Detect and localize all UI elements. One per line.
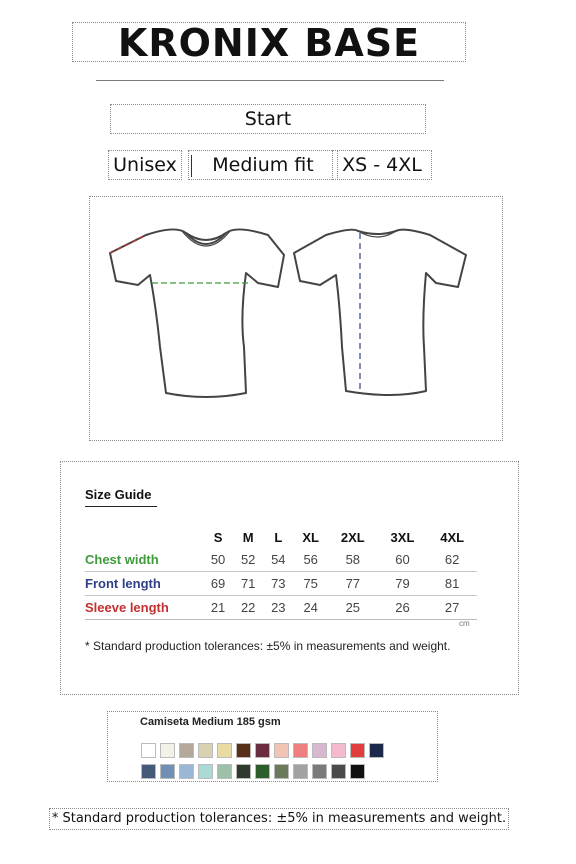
- tshirt-diagram: [90, 197, 504, 442]
- swatch-row-2: [141, 764, 365, 779]
- table-cell: 79: [378, 572, 428, 596]
- table-cell: 73: [263, 572, 293, 596]
- row-label-front: Front length: [85, 572, 203, 596]
- size-header-4xl: 4XL: [440, 529, 465, 545]
- color-swatch[interactable]: [312, 764, 327, 779]
- color-swatch[interactable]: [198, 764, 213, 779]
- table-cell: 21: [203, 596, 233, 620]
- color-swatch[interactable]: [312, 743, 327, 758]
- color-swatch[interactable]: [179, 764, 194, 779]
- color-panel-title: Camiseta Medium 185 gsm: [140, 716, 281, 728]
- color-swatch[interactable]: [236, 764, 251, 779]
- table-cell: 58: [328, 548, 378, 572]
- color-swatch[interactable]: [179, 743, 194, 758]
- color-swatch[interactable]: [274, 764, 289, 779]
- size-header-l: L: [274, 529, 283, 545]
- table-cell: 27: [427, 596, 477, 620]
- color-swatch[interactable]: [255, 764, 270, 779]
- size-header-2xl: 2XL: [340, 529, 365, 545]
- tag-separator: [191, 155, 192, 177]
- color-swatch[interactable]: [198, 743, 213, 758]
- table-cell: 50: [203, 548, 233, 572]
- size-range-tag: XS - 4XL: [332, 150, 432, 180]
- divider: [96, 80, 444, 81]
- table-row: [85, 548, 477, 572]
- fit-tag: Medium fit: [188, 150, 338, 180]
- table-cell: 23: [263, 596, 293, 620]
- color-swatch[interactable]: [331, 743, 346, 758]
- color-swatch[interactable]: [141, 743, 156, 758]
- tshirt-illustration: [89, 196, 503, 441]
- table-cell: 71: [233, 572, 263, 596]
- table-cell: 69: [203, 572, 233, 596]
- color-swatch[interactable]: [160, 743, 175, 758]
- row-label-chest: Chest width: [85, 548, 203, 572]
- size-header-3xl: 3XL: [390, 529, 415, 545]
- table-cell: 54: [263, 548, 293, 572]
- table-cell: 77: [328, 572, 378, 596]
- gender-tag: Unisex: [108, 150, 182, 180]
- size-header-blank: [85, 526, 203, 548]
- table-cell: 56: [293, 548, 328, 572]
- table-cell: 24: [293, 596, 328, 620]
- color-swatch[interactable]: [236, 743, 251, 758]
- unit-label: cm: [459, 619, 470, 628]
- table-row: [85, 596, 477, 620]
- brand-logo: KRONIX BASE: [72, 22, 466, 62]
- color-swatch[interactable]: [274, 743, 289, 758]
- size-header-row: [85, 526, 477, 548]
- color-swatch[interactable]: [331, 764, 346, 779]
- row-label-sleeve: Sleeve length: [85, 596, 203, 620]
- size-guide-title: Size Guide: [85, 487, 157, 507]
- table-cell: 26: [378, 596, 428, 620]
- footer-tolerance-note: * Standard production tolerances: ±5% in measurements and weight.: [49, 808, 509, 830]
- table-row: [85, 572, 477, 596]
- table-cell: 25: [328, 596, 378, 620]
- color-panel: [107, 711, 438, 782]
- table-cell: 60: [378, 548, 428, 572]
- swatch-row-1: [141, 743, 384, 758]
- color-swatch[interactable]: [369, 743, 384, 758]
- color-swatch[interactable]: [350, 743, 365, 758]
- tolerance-note: * Standard production tolerances: ±5% in measurements and weight.: [85, 639, 451, 653]
- color-swatch[interactable]: [217, 764, 232, 779]
- size-guide-panel: [60, 461, 519, 695]
- size-header-s: S: [213, 529, 223, 545]
- color-swatch[interactable]: [160, 764, 175, 779]
- color-swatch[interactable]: [217, 743, 232, 758]
- table-cell: 22: [233, 596, 263, 620]
- table-cell: 81: [427, 572, 477, 596]
- table-cell: 52: [233, 548, 263, 572]
- size-table: [85, 526, 477, 620]
- table-cell: 62: [427, 548, 477, 572]
- style-label: Start: [110, 104, 426, 134]
- table-cell: 75: [293, 572, 328, 596]
- color-swatch[interactable]: [350, 764, 365, 779]
- color-swatch[interactable]: [293, 743, 308, 758]
- color-swatch[interactable]: [255, 743, 270, 758]
- tshirt-front: [110, 229, 284, 397]
- color-swatch[interactable]: [141, 764, 156, 779]
- size-header-m: M: [242, 529, 254, 545]
- tshirt-back: [294, 230, 466, 395]
- color-swatch[interactable]: [293, 764, 308, 779]
- size-header-xl: XL: [302, 529, 319, 545]
